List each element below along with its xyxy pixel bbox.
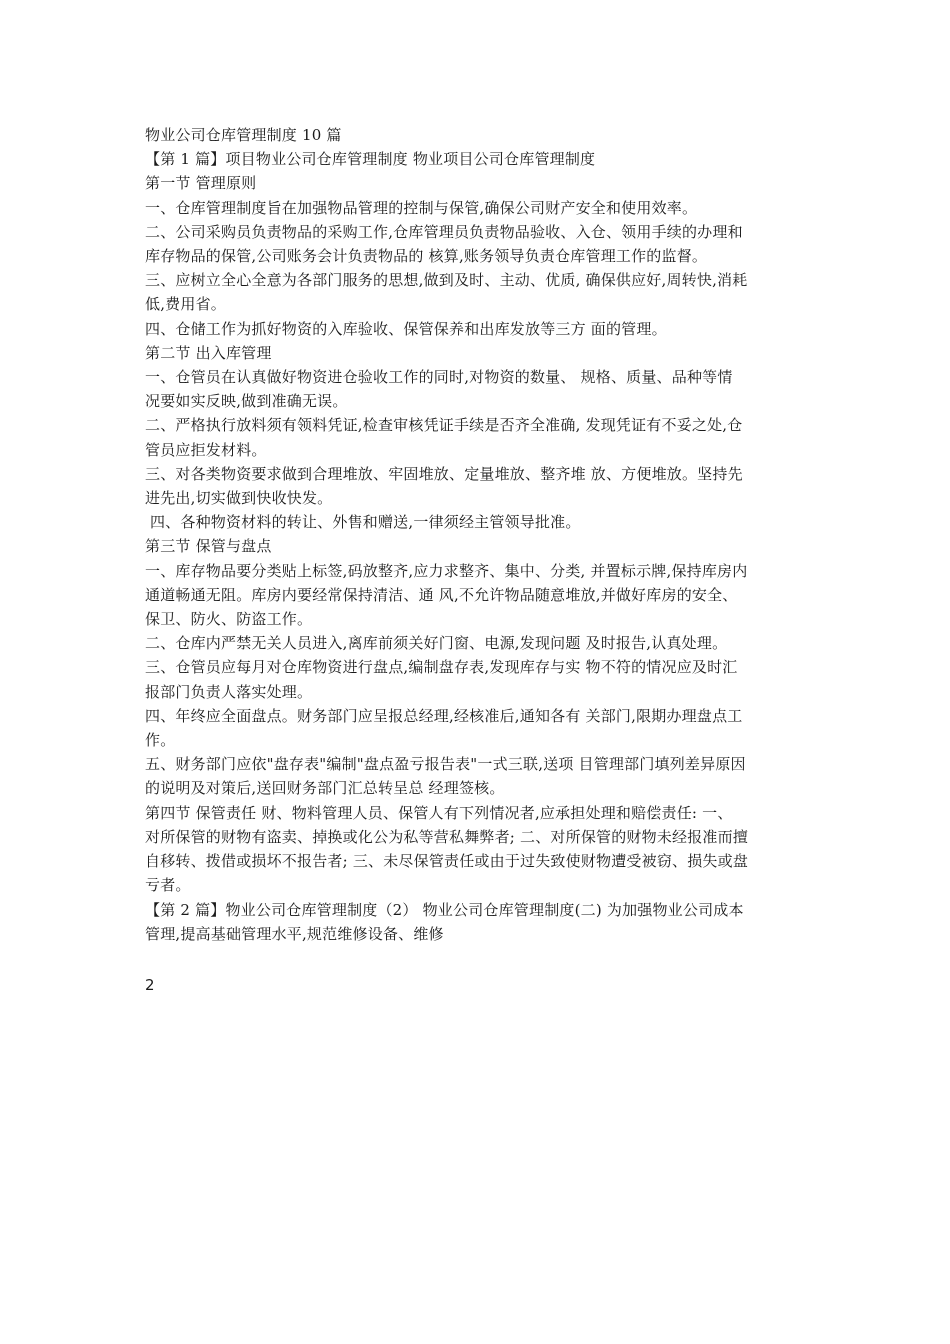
- text-line: 四、年终应全面盘点。财务部门应呈报总经理,经核准后,通知各有 关部门,限期办理盘点工: [145, 706, 743, 725]
- text-line: 一、库存物品要分类贴上标签,码放整齐,应力求整齐、集中、分类, 并置标示牌,保持库房内: [145, 561, 748, 580]
- section-heading: 第一节 管理原则: [145, 174, 257, 193]
- text-line: 的说明及对策后,送回财务部门汇总转呈总 经理签核。: [145, 779, 505, 798]
- section-heading: 第二节 出入库管理: [145, 343, 272, 362]
- text-line: 保卫、防火、防盗工作。: [145, 610, 313, 629]
- text-line: 通道畅通无阻。库房内要经常保持清洁、通 风,不允许物品随意堆放,并做好库房的安全、: [145, 585, 738, 604]
- text-line: 三、对各类物资要求做到合理堆放、牢固堆放、定量堆放、整齐堆 放、方便堆放。坚持先: [145, 464, 743, 483]
- text-line: 四、仓储工作为抓好物资的入库验收、保管保养和出库发放等三方 面的管理。: [145, 319, 667, 338]
- text-line: 对所保管的财物有盗卖、掉换或化公为私等营私舞弊者; 二、对所保管的财物未经报准而擅: [145, 827, 749, 846]
- text-line: 库存物品的保管,公司账务会计负责物品的 核算,账务领导负责仓库管理工作的监督。: [145, 247, 708, 266]
- text-line: 管员应拒发材料。: [145, 440, 267, 459]
- text-line: 一、仓库管理制度旨在加强物品管理的控制与保管,确保公司财产安全和使用效率。: [145, 198, 698, 217]
- text-line: 二、仓库内严禁无关人员进入,离库前须关好门窗、电源,发现问题 及时报告,认真处理。: [145, 634, 728, 653]
- text-line: 第四节 保管责任 财、物料管理人员、保管人有下列情况者,应承担处理和赔偿责任: 一、: [145, 803, 733, 822]
- text-line: 低,费用省。: [145, 295, 226, 314]
- text-line: 况要如实反映,做到准确无误。: [145, 392, 348, 411]
- text-line: 管理,提高基础管理水平,规范维修设备、维修: [145, 924, 444, 943]
- text-line: 亏者。: [145, 876, 191, 895]
- text-line: 四、各种物资材料的转让、外售和赠送,一律须经主管领导批准。: [145, 513, 581, 532]
- document-title: 物业公司仓库管理制度 10 篇: [145, 126, 342, 144]
- text-line: 三、应树立全心全意为各部门服务的思想,做到及时、主动、优质, 确保供应好,周转快,消耗: [145, 271, 748, 290]
- page-number: 2: [145, 976, 155, 994]
- text-line: 二、公司采购员负责物品的采购工作,仓库管理员负责物品验收、入仓、领用手续的办理和: [145, 222, 743, 241]
- text-line: 自移转、拨借或损坏不报告者; 三、未尽保管责任或由于过失致使财物遭受被窃、损失或盘: [145, 852, 749, 871]
- text-line: 【第 2 篇】物业公司仓库管理制度（2） 物业公司仓库管理制度(二) 为加强物业公司成本: [145, 900, 744, 919]
- text-line: 【第 1 篇】项目物业公司仓库管理制度 物业项目公司仓库管理制度: [145, 150, 596, 169]
- text-line: 进先出,切实做到快收快发。: [145, 489, 333, 508]
- section-heading: 第三节 保管与盘点: [145, 537, 272, 556]
- document-body: [145, 123, 813, 946]
- text-line: 二、严格执行放料须有领料凭证,检查审核凭证手续是否齐全准确, 发现凭证有不妥之处,仓: [145, 416, 743, 435]
- text-line: 作。: [145, 731, 176, 750]
- text-line: 报部门负责人落实处理。: [145, 682, 313, 701]
- text-line: 一、仓管员在认真做好物资进仓验收工作的同时,对物资的数量、 规格、质量、品种等情: [145, 368, 733, 387]
- text-line: 三、仓管员应每月对仓库物资进行盘点,编制盘存表,发现库存与实 物不符的情况应及时汇: [145, 658, 738, 677]
- text-line: 五、财务部门应依"盘存表"编制"盘点盈亏报告表"一式三联,送项 目管理部门填列差异原因: [145, 755, 746, 774]
